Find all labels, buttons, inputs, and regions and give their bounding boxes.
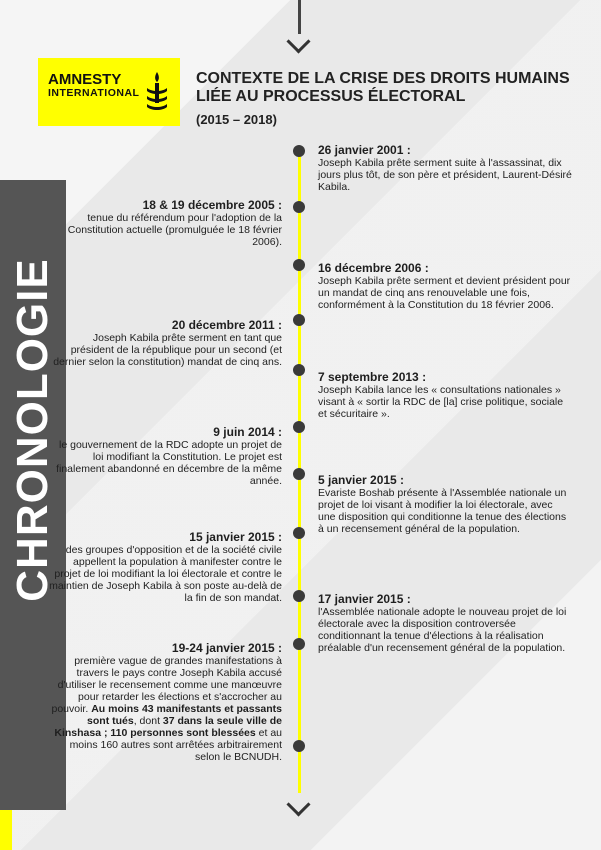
event-text: des groupes d'opposition et de la société civile appellent la population à manifester contre le projet de loi modifiant la loi électorale et contre le maintien de Joseph Kabila à son poste au-delà de la fin de son mandat. (49, 544, 282, 604)
event-2006-12-16 (318, 261, 573, 311)
event-text: et au moins 160 autres sont arrêtées arbitrairement selon le BCNUDH. (69, 727, 282, 763)
timeline-dot (293, 259, 305, 271)
event-text: Joseph Kabila prête serment en tant que président de la république pour un second (et dernier selon la constitution) mandat de cinq ans. (53, 332, 282, 368)
event-date: 20 décembre 2011 : (171, 318, 282, 332)
event-2015-01-17 (318, 592, 573, 654)
timeline-dot (293, 638, 305, 650)
side-title: CHRONOLOGIE (8, 258, 57, 602)
logo-line2: INTERNATIONAL (48, 86, 140, 99)
event-2014-06-09 (47, 425, 282, 487)
event-date: 15 janvier 2015 : (189, 530, 282, 544)
timeline-dot (293, 590, 305, 602)
event-text: , dont (133, 715, 160, 727)
logo-line1: AMNESTY (48, 71, 122, 88)
event-text: Joseph Kabila lance les « consultations nationales » visant à « sortir la RDC de [la] crise politique, sociale et sécuritaire ». (318, 384, 564, 420)
timeline-dot (293, 364, 305, 376)
event-2001-01-26 (318, 143, 573, 193)
event-text: tenue du référendum pour l'adoption de la Constitution actuelle (promulguée le 18 février 2006). (67, 212, 282, 248)
timeline-dot (293, 468, 305, 480)
event-2015-01-05 (318, 473, 573, 535)
event-date: 19-24 janvier 2015 : (171, 641, 282, 655)
header-title: CONTEXTE DE LA CRISE DES DROITS HUMAINS LIÉE AU PROCESSUS ÉLECTORAL (196, 70, 570, 105)
timeline-dot (293, 527, 305, 539)
event-date: 18 & 19 décembre 2005 : (142, 198, 282, 212)
event-text-bold: Au moins 43 manifestants et passants sont tués (87, 703, 282, 727)
timeline-dot (293, 740, 305, 752)
event-date: 7 septembre 2013 : (318, 370, 427, 384)
amnesty-logo (38, 58, 180, 126)
event-text: Joseph Kabila prête serment et devient président pour un mandat de cinq ans renouvelable une fois, conformément à la Constitution du 18 février 2006. (318, 275, 571, 311)
event-2015-01-19-24 (47, 641, 282, 763)
event-text: première vague de grandes manifestations à travers le pays contre Joseph Kabila accusé d'utiliser le recensement comme une manœuvre pour retarder les élections et s'accrocher au pouvoir. (51, 655, 282, 715)
event-text: l'Assemblée nationale adopte le nouveau projet de loi électorale avec la disposition controversée conditionnant la tenue d'élections à la réalisation préalable d'un recensement général de la population. (318, 606, 567, 654)
timeline-dot (293, 421, 305, 433)
event-date: 17 janvier 2015 : (318, 592, 411, 606)
header-years: (2015 – 2018) (196, 112, 277, 127)
timeline-dot (293, 145, 305, 157)
event-2015-01-15 (47, 530, 282, 604)
timeline-dot (293, 314, 305, 326)
event-date: 9 juin 2014 : (213, 425, 282, 439)
event-text: Evariste Boshab présente à l'Assemblée nationale un projet de loi visant à modifier la loi électorale, avec une disposition qui conditionne la tenue des élections à un recensement général de la population. (318, 487, 567, 535)
event-2005-12-18 (47, 198, 282, 248)
event-2013-09-07 (318, 370, 573, 420)
event-text-bold: 37 dans la seule ville de Kinshasa ; 110 personnes sont blessées (54, 715, 282, 739)
event-2011-12-20 (47, 318, 282, 368)
candle-icon (144, 70, 170, 116)
timeline-dot (293, 201, 305, 213)
event-text: Joseph Kabila prête serment suite à l'assassinat, dix jours plus tôt, de son père et président, Laurent-Désiré Kabila. (318, 157, 572, 193)
event-date: 26 janvier 2001 : (318, 143, 411, 157)
event-date: 5 janvier 2015 : (318, 473, 405, 487)
event-date: 16 décembre 2006 : (318, 261, 429, 275)
event-text: le gouvernement de la RDC adopte un projet de loi modifiant la Constitution. Le projet est finalement abandonné en décembre de la même année. (56, 439, 282, 487)
